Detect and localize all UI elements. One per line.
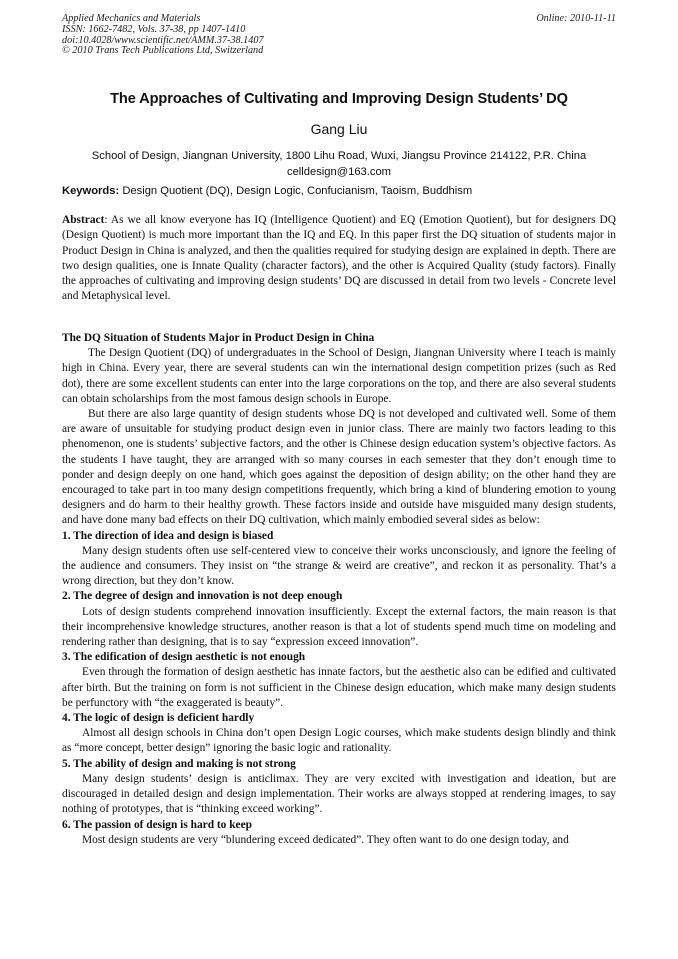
abstract-label: Abstract xyxy=(62,214,105,226)
issn-line: ISSN: 1662-7482, Vols. 37-38, pp 1407-1410 xyxy=(62,23,246,35)
paragraph: But there are also large quantity of design students whose DQ is not developed and cultivated well. Some of them are aware of unsuitable for studying product design even in junior class. There are mainly two factors leading to this phenomenon, one is students’ subjective factors, and the other is Chinese design education system’s objective factors. As the students I have taught, they are arranged with so many courses in each semester that they don’t enough time to ponder and design deeply on one hand, which goes against the deposition of design ability; on the other hand they are encouraged to take part in too many design competitions frequently, which bring a kind of blundering emotion to young designers and do harm to their healthy growth. These factors inside and outside have misguided many design students, and have done many bad effects on their DQ cultivation, which mainly embodied several sides as below: xyxy=(62,408,616,527)
item-heading: 6. The passion of design is hard to keep xyxy=(62,818,252,831)
keywords-text: Design Quotient (DQ), Design Logic, Confucianism, Taoism, Buddhism xyxy=(122,185,473,197)
author-email: celldesign@163.com xyxy=(286,165,392,178)
item-heading: 5. The ability of design and making is not strong xyxy=(62,757,296,770)
doi-line: doi:10.4028/www.scientific.net/AMM.37-38.1407 xyxy=(62,34,264,46)
item-heading: 1. The direction of idea and design is biased xyxy=(62,529,274,542)
keywords-line xyxy=(62,185,616,197)
journal-name: Applied Mechanics and Materials xyxy=(62,13,201,24)
section-heading: The DQ Situation of Students Major in Product Design in China xyxy=(62,332,375,344)
abstract-text: : As we all know everyone has IQ (Intelligence Quotient) and EQ (Emotion Quotient), but for designers DQ (Design Quotient) is much more important than the IQ and EQ. In this paper first the DQ situation of students major in Product Design in China is analyzed, and then the qualities required for studying design are explained in depth. There are two design qualities, one is Innate Quality (character factors), and the other is Acquired Quality (study factors). Finally the approaches of cultivating and improving design students’ DQ are discussed in detail from two levels - Concrete level and Metaphysical level. xyxy=(62,214,616,303)
author-name: Gang Liu xyxy=(310,121,368,137)
body-text xyxy=(62,331,616,848)
journal-header xyxy=(62,14,616,57)
affiliation: School of Design, Jiangnan University, 1800 Lihu Road, Wuxi, Jiangsu Province 214122, P.R. China xyxy=(91,150,587,162)
keywords-label: Keywords: xyxy=(62,185,120,197)
item-paragraph: Most design students are very “blundering exceed dedicated”. They often want to do one design today, and xyxy=(82,833,569,846)
item-heading: 2. The degree of design and innovation is not deep enough xyxy=(62,590,343,603)
online-date: Online: 2010-11-11 xyxy=(536,13,616,24)
item-paragraph: Lots of design students comprehend innovation insufficiently. Except the external factors, the main reason is that their incomprehensive knowledge structures, another reason is that a lot of students spend much time on modeling and rendering rather than designing, that is to say “expression exceed innovation”. xyxy=(62,605,616,649)
item-paragraph: Even through the formation of design aesthetic has innate factors, but the aesthetic also can be edified and cultivated after birth. But the training on form is not sufficient in the Chinese design education, which make many design students be perfunctory with “the exaggerated is beauty”. xyxy=(62,666,616,709)
item-heading: 3. The edification of design aesthetic is not enough xyxy=(62,651,306,664)
item-paragraph: Many design students’ design is anticlimax. They are very excited with investigation and ideation, but are discouraged in detailed design and design implementation. Their works are always stopped at rendering images, to say nothing of prototypes, that is “thinking exceed working”. xyxy=(62,772,616,816)
item-heading: 4. The logic of design is deficient hardly xyxy=(62,712,255,725)
affiliation-block xyxy=(62,149,616,180)
abstract xyxy=(62,213,616,305)
item-paragraph: Almost all design schools in China don’t open Design Logic courses, which make students design blindly and think as “more concept, better design” ignoring the basic logic and rationality. xyxy=(62,727,616,755)
paper-title: The Approaches of Cultivating and Improving Design Students’ DQ xyxy=(110,91,568,107)
item-paragraph: Many design students often use self-centered view to conceive their works unconsciously, and ignore the feeling of the audience and consumers. They insist on “the strange & weird are creative”, and reckon it as personality. That’s a wrong direction, but they don’t know. xyxy=(62,544,616,588)
copyright-line: © 2010 Trans Tech Publications Ltd, Switzerland xyxy=(62,45,264,57)
paragraph: The Design Quotient (DQ) of undergraduates in the School of Design, Jiangnan University where I teach is mainly high in China. Every year, there are several students can win the international design competition prizes (such as Red dot), there are some excellent students can enter into the large corporations on the top, and there are also several students can obtain scholarships from the most famous design schools in Europe. xyxy=(62,347,616,405)
